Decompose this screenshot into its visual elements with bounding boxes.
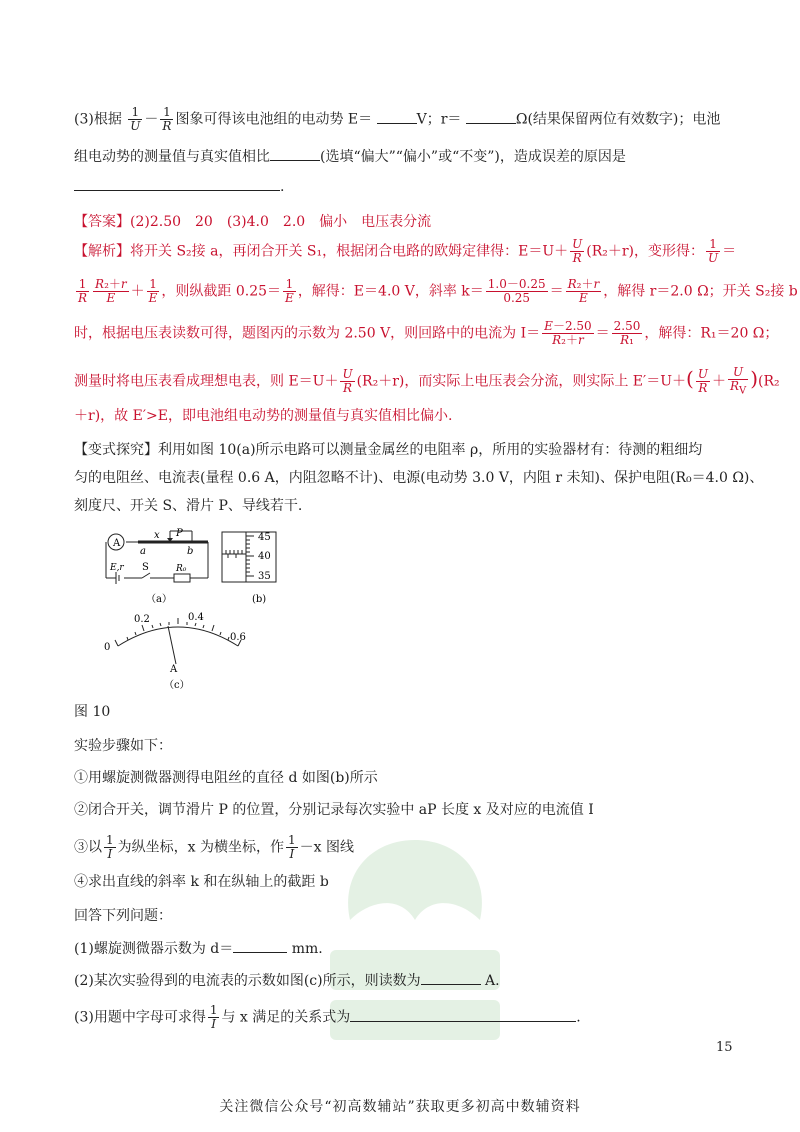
- blank-r: [466, 109, 516, 124]
- question-text: mm.: [287, 941, 323, 957]
- step-text: －x 图线: [299, 839, 354, 856]
- q3-line-1: (3)根据 $\frac{1}{U}$ － $\frac{1}{R}$ 图象可得该电池组的电动势 E＝ V；r＝ Ω(结果保留两位有效数字)；电池: [74, 105, 721, 133]
- blank-compare: [270, 146, 320, 161]
- analysis-line-5: [74, 406, 452, 426]
- page-number: 15: [716, 1040, 733, 1055]
- analysis-text: (R₂＋r)，变形得：: [586, 243, 705, 260]
- fraction-1-over-e: $\frac{1}{E}$: [148, 277, 158, 305]
- step-4: [74, 872, 329, 892]
- q3-text: Ω(结果保留两位有效数字)；电池: [515, 111, 721, 128]
- label-x: x: [154, 530, 160, 541]
- fraction-1-over-e: $\frac{1}{E}$: [285, 277, 294, 305]
- analysis-text: 时，根据电压表读数可得，题图丙的示数为 2.50 V，则回路中的电流为 I＝: [74, 325, 541, 342]
- analysis-text: ，则纵截距 0.25＝: [161, 283, 282, 300]
- analysis-text: 将开关 S₂接 a，再闭合开关 S₁，根据闭合电路的欧姆定律得：E＝U＋: [130, 243, 569, 260]
- label-source: E,r: [110, 563, 124, 573]
- dial-tick-0-2: 0.2: [134, 614, 150, 625]
- label-a: a: [140, 546, 146, 557]
- questions-title: [74, 906, 172, 926]
- analysis-text: ，解得：R₁＝20 Ω；: [644, 325, 779, 342]
- blank-d: [233, 938, 287, 953]
- micrometer-tick-45: 45: [258, 532, 271, 543]
- fraction-u-over-rv: $\frac{U}{R_V}$: [729, 365, 747, 397]
- step-text: 为纵坐标，x 为横坐标，作: [117, 839, 284, 856]
- blank-current: [421, 970, 481, 985]
- fraction-1-over-u: $\frac{1}{U}$: [130, 105, 141, 133]
- dial-tick-0: 0: [104, 642, 111, 653]
- label-b: b: [187, 546, 194, 557]
- question-1: [74, 938, 323, 959]
- fraction-r2r-over-e: $\frac{\text{R₂＋r}}{E}$: [567, 277, 600, 305]
- answer-text: (2)2.50 20 (3)4.0 2.0 偏小 电压表分流: [130, 214, 432, 230]
- step-text: ①用螺旋测微器测得电阻丝的直径 d 如图(b)所示: [74, 770, 378, 786]
- fraction-current: $\frac{E-2.50}{\text{R₂＋r}}$: [544, 319, 592, 347]
- fraction-1-over-i: $\frac{1}{I}$: [209, 1003, 218, 1031]
- micrometer-tick-40: 40: [258, 551, 271, 562]
- figure-label: [74, 702, 110, 722]
- question-text: (1)螺旋测微器示数为 d＝: [74, 941, 234, 957]
- analysis-text: (R₂＋r)，而实际上电压表会分流，则实际上 E′＝U＋: [356, 373, 687, 390]
- question-text: .: [576, 1009, 581, 1026]
- label-switch: S: [142, 562, 149, 573]
- step-text: ③以: [74, 839, 102, 856]
- variant-line-1: [74, 440, 702, 460]
- step-text: ④求出直线的斜率 k 和在纵轴上的截距 b: [74, 874, 329, 890]
- label-p: P: [176, 528, 183, 539]
- blank-relation: [350, 1007, 576, 1022]
- fraction-r2r-over-e: $\frac{\text{R₂＋r}}{E}$: [95, 277, 127, 305]
- blank-reason: [74, 176, 280, 191]
- analysis-line-2: $\frac{1}{R}$ $\frac{\text{R₂＋r}}{E}$ ＋ $\frac{1}{E}$ ，则纵截距 0.25＝ $\frac{1}{E}$ ，解得：E＝4.0 V，斜率 k＝ $\frac{1.0-0.25}{0.25}$ ＝ $\frac{\text{R₂＋r}}{E}$ ，解得 r＝2.0 Ω；开关 S₂接 b: [78, 277, 798, 305]
- analysis-line-4: 测量时将电压表看成理想电表，则 E＝U＋ $\frac{U}{R}$ (R₂＋r)，而实际上电压表会分流，则实际上 E′＝U＋( $\frac{U}{R}$ ＋ $\frac{U}{R_V}$ )(R₂: [74, 365, 780, 397]
- step-text: ②闭合开关，调节滑片 P 的位置，分别记录每次实验中 aP 长度 x 及对应的电流值 I: [74, 802, 594, 818]
- analysis-label: 【解析】: [74, 243, 130, 260]
- question-text: (2)某次实验得到的电流表的示数如图(c)所示，则读数为: [74, 973, 421, 989]
- variant-text: 刻度尺、开关 S、滑片 P、导线若干.: [74, 498, 303, 514]
- fraction-1-over-u: $\frac{1}{U}$: [708, 237, 719, 265]
- footer-note: 关注微信公众号“初高数辅站”获取更多初高中数辅资料: [219, 1099, 581, 1115]
- question-2: [74, 970, 500, 991]
- fraction-u-over-r: $\frac{U}{R}$: [342, 367, 353, 396]
- step-1: [74, 768, 378, 788]
- steps-title: [74, 736, 172, 756]
- fraction-u-over-r: $\frac{U}{R}$: [572, 237, 583, 265]
- answer-line: [74, 212, 431, 232]
- variant-text: 匀的电阻丝、电流表(量程 0.6 A，内阻忽略不计)、电源(电动势 3.0 V，内阻 r 未知)、保护电阻(R₀＝4.0 Ω)、: [74, 470, 764, 486]
- q3-text: (3)根据: [74, 111, 122, 128]
- q3-text: (选填“偏大”“偏小”或“不变”)，造成误差的原因是: [320, 149, 626, 165]
- fraction-1-over-r: $\frac{1}{R}$: [78, 277, 88, 305]
- fraction-1-over-i: $\frac{1}{I}$: [106, 833, 114, 861]
- analysis-text: 测量时将电压表看成理想电表，则 E＝U＋: [74, 373, 339, 390]
- steps-title-text: 实验步骤如下：: [74, 738, 172, 754]
- q3-text: V；r＝: [416, 111, 462, 128]
- fraction-u-over-r: $\frac{U}{R}$: [697, 367, 708, 396]
- fraction-1-over-i: $\frac{1}{I}$: [288, 833, 296, 861]
- variant-text: 【变式探究】利用如图 10(a)所示电路可以测量金属丝的电阻率 ρ，所用的实验器材有：待测的粗细均: [74, 442, 703, 458]
- analysis-text: ，解得 r＝2.0 Ω；开关 S₂接 b: [603, 283, 798, 300]
- q3-text: 图象可得该电池组的电动势 E＝: [175, 111, 373, 128]
- figure-a-caption: （a）: [146, 594, 172, 605]
- analysis-line-1: 【解析】将开关 S₂接 a，再闭合开关 S₁，根据闭合电路的欧姆定律得：E＝U＋ $\frac{U}{R}$ (R₂＋r)，变形得： $\frac{1}{U}$ ＝: [74, 237, 737, 265]
- analysis-text: (R₂: [758, 373, 780, 390]
- question-text: (3)用题中字母可求得: [74, 1009, 206, 1026]
- figure-label-text: 图 10: [74, 704, 111, 720]
- questions-title-text: 回答下列问题：: [74, 908, 172, 924]
- step-2: [74, 800, 594, 820]
- dial-unit: A: [170, 664, 178, 675]
- variant-line-3: [74, 496, 302, 516]
- step-3: [74, 834, 354, 861]
- analysis-text: ，解得：E＝4.0 V，斜率 k＝: [297, 283, 484, 300]
- q3-line-2: [74, 146, 626, 167]
- analysis-line-3: 时，根据电压表读数可得，题图丙的示数为 2.50 V，则回路中的电流为 I＝ $\frac{E-2.50}{\text{R₂＋r}}$ ＝ $\frac{2.50}{\text{R₁}}$ ，解得：R₁＝20 Ω；: [74, 319, 779, 347]
- variant-line-2: [74, 468, 763, 488]
- ammeter-label: A: [113, 538, 121, 549]
- figure-b-micrometer: [214, 526, 304, 608]
- fraction-1-over-r: $\frac{1}{R}$: [162, 105, 172, 133]
- analysis-text: ＋r)，故 E′>E，即电池组电动势的测量值与真实值相比偏小.: [74, 408, 453, 424]
- q3-text: .: [280, 179, 285, 195]
- blank-emf: [377, 109, 417, 124]
- fraction-slope: $\frac{1.0-0.25}{0.25}$: [487, 277, 546, 305]
- q3-line-3: [74, 176, 284, 197]
- label-r0: R₀: [176, 564, 187, 574]
- dial-tick-0-4: 0.4: [188, 612, 204, 623]
- figure-c-ammeter: [98, 612, 258, 694]
- answer-label: 【答案】: [74, 214, 130, 230]
- dial-tick-0-6: 0.6: [230, 632, 246, 643]
- figure-a-circuit: [96, 526, 226, 606]
- fraction-250-over-r1: $\frac{2.50}{\text{R₁}}$: [613, 319, 641, 347]
- figure-c-caption: （c）: [164, 680, 190, 691]
- question-3: [74, 1004, 581, 1031]
- q3-text: 组电动势的测量值与真实值相比: [74, 149, 270, 165]
- question-text: 与 x 满足的关系式为: [221, 1009, 351, 1026]
- question-text: A.: [480, 973, 500, 989]
- micrometer-tick-35: 35: [258, 571, 271, 582]
- figure-b-caption: (b): [252, 594, 267, 605]
